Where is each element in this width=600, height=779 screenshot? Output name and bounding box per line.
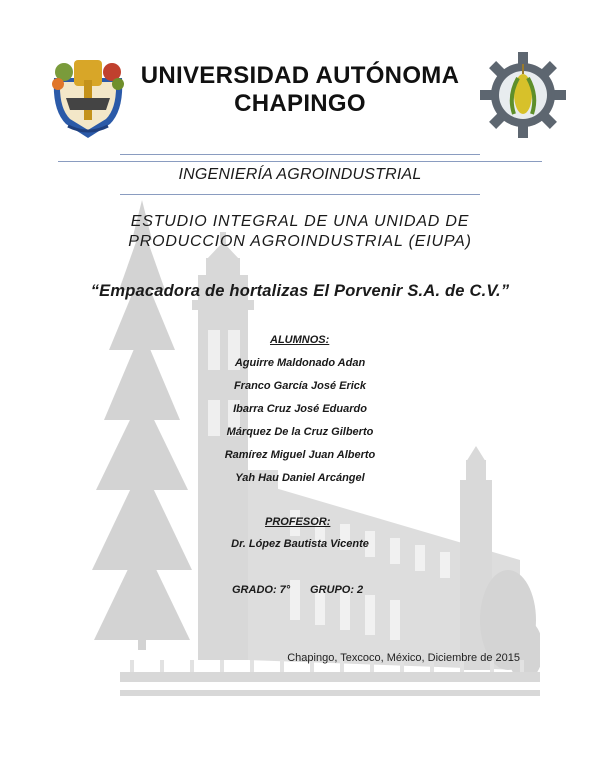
grade-label: GRADO: 7° xyxy=(232,584,291,596)
students-heading: ALUMNOS: xyxy=(270,334,330,346)
university-title xyxy=(0,62,600,118)
professor-name: Dr. López Bautista Vicente xyxy=(231,538,369,550)
group-label: GRUPO: 2 xyxy=(310,584,364,596)
study-title-line2: PRODUCCION AGROINDUSTRIAL (EIUPA) xyxy=(128,233,472,250)
place-date: Chapingo, Texcoco, México, Diciembre de 2015 xyxy=(287,652,520,664)
university-title-line1: UNIVERSIDAD AUTÓNOMA xyxy=(140,62,460,89)
career-name: INGENIERÍA AGROINDUSTRIAL xyxy=(178,166,422,183)
professor-heading: PROFESOR: xyxy=(265,516,331,528)
study-title xyxy=(0,212,600,252)
study-title-line1: ESTUDIO INTEGRAL DE UNA UNIDAD DE xyxy=(130,213,470,230)
student-name-5: Ramírez Miguel Juan Alberto xyxy=(224,449,376,461)
top-rule-long xyxy=(58,161,542,162)
bottom-rule xyxy=(120,194,480,195)
student-name-6: Yah Hau Daniel Arcángel xyxy=(235,472,365,484)
student-name-4: Márquez De la Cruz Gilberto xyxy=(226,426,374,438)
company-name: “Empacadora de hortalizas El Porvenir S.A. de C.V.” xyxy=(90,282,510,300)
student-name-3: Ibarra Cruz José Eduardo xyxy=(233,403,367,415)
student-name-1: Aguirre Maldonado Adan xyxy=(234,357,366,369)
top-rule-short xyxy=(120,154,480,155)
university-title-line2: CHAPINGO xyxy=(234,90,366,117)
student-name-2: Franco García José Erick xyxy=(233,380,367,392)
